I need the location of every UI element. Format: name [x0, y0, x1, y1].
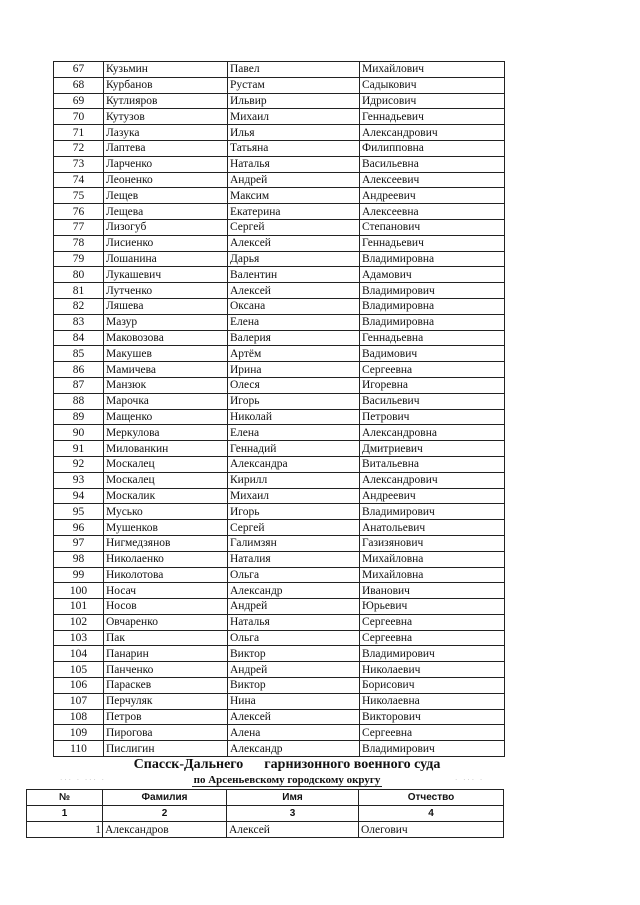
header-index-row [27, 806, 504, 822]
row-number: 67 [54, 62, 104, 78]
row-patronymic: Михайловна [360, 551, 505, 567]
row-number: 80 [54, 267, 104, 283]
row-patronymic: Андреевич [360, 188, 505, 204]
row-name: Михаил [228, 109, 360, 125]
table-row [54, 77, 505, 93]
row-surname: Мащенко [104, 409, 228, 425]
row-patronymic: Владимирович [360, 283, 505, 299]
row-patronymic: Геннадьевич [360, 109, 505, 125]
table-row [54, 377, 505, 393]
row-name: Олеся [228, 377, 360, 393]
table-row [54, 204, 505, 220]
jurors-list-table [53, 61, 505, 757]
row-surname: Носач [104, 583, 228, 599]
row-number: 69 [54, 93, 104, 109]
row-surname: Панченко [104, 662, 228, 678]
row-name: Илья [228, 125, 360, 141]
row-name: Павел [228, 62, 360, 78]
table-row [54, 425, 505, 441]
row-name: Наталья [228, 614, 360, 630]
row-surname: Ларченко [104, 156, 228, 172]
row-name: Николай [228, 409, 360, 425]
row-name: Виктор [228, 646, 360, 662]
row-surname: Петров [104, 709, 228, 725]
row-name: Артём [228, 346, 360, 362]
header-surname: Фамилия [103, 790, 227, 806]
table-row [54, 409, 505, 425]
table-row [54, 235, 505, 251]
row-patronymic: Газизянович [360, 535, 505, 551]
row-number: 109 [54, 725, 104, 741]
table-row [54, 188, 505, 204]
row-patronymic: Анатольевич [360, 520, 505, 536]
row-patronymic: Вадимович [360, 346, 505, 362]
row-patronymic: Сергеевна [360, 630, 505, 646]
row-name: Александр [228, 741, 360, 757]
row-surname: Леоненко [104, 172, 228, 188]
row-number: 87 [54, 377, 104, 393]
row-surname: Лисиенко [104, 235, 228, 251]
row-name: Андрей [228, 172, 360, 188]
row-surname: Овчаренко [104, 614, 228, 630]
row-patronymic: Садыкович [360, 77, 505, 93]
row-surname: Курбанов [104, 77, 228, 93]
row-patronymic: Сергеевна [360, 725, 505, 741]
row-number: 86 [54, 362, 104, 378]
row-name: Геннадий [228, 441, 360, 457]
table-row [54, 140, 505, 156]
row-patronymic: Андреевич [360, 488, 505, 504]
section-title: Спасск-Дальнего гарнизонного военного суда [133, 757, 441, 772]
row-number: 75 [54, 188, 104, 204]
table-row [54, 567, 505, 583]
row-patronymic: Владимирович [360, 741, 505, 757]
row-patronymic: Дмитриевич [360, 441, 505, 457]
row-number: 92 [54, 456, 104, 472]
table-row [54, 330, 505, 346]
table-row [54, 298, 505, 314]
row-number: 90 [54, 425, 104, 441]
row-surname: Нигмедзянов [104, 535, 228, 551]
row-patronymic: Владимирович [360, 646, 505, 662]
row-surname: Лошанина [104, 251, 228, 267]
scan-noise-right: · ··· · [455, 776, 485, 784]
row-number: 70 [54, 109, 104, 125]
row-surname: Кутузов [104, 109, 228, 125]
row-name: Игорь [228, 393, 360, 409]
row-surname: Москалец [104, 456, 228, 472]
table-row [54, 251, 505, 267]
row-name: Андрей [228, 599, 360, 615]
row-surname: Ляшева [104, 298, 228, 314]
row-patronymic: Владимировна [360, 314, 505, 330]
table-row [54, 219, 505, 235]
row-name: Валерия [228, 330, 360, 346]
table-row [54, 709, 505, 725]
table-row [54, 725, 505, 741]
table-row [54, 551, 505, 567]
row-surname: Мазур [104, 314, 228, 330]
row-number: 89 [54, 409, 104, 425]
row-number: 110 [54, 741, 104, 757]
row-number: 76 [54, 204, 104, 220]
row-patronymic: Михайлович [360, 62, 505, 78]
row-number: 73 [54, 156, 104, 172]
row-number: 107 [54, 693, 104, 709]
row-surname: Милованкин [104, 441, 228, 457]
row-name: Алексей [228, 283, 360, 299]
row-surname: Николаенко [104, 551, 228, 567]
row-patronymic: Иванович [360, 583, 505, 599]
row-number: 91 [54, 441, 104, 457]
row-name: Виктор [228, 678, 360, 694]
row-surname: Лещев [104, 188, 228, 204]
header-index-3: 3 [227, 806, 359, 822]
row-name: Алексей [228, 709, 360, 725]
table-row [54, 693, 505, 709]
row-patronymic: Геннадьевич [360, 235, 505, 251]
row-name: Кирилл [228, 472, 360, 488]
row-name: Ирина [228, 362, 360, 378]
table-row [54, 156, 505, 172]
row-name: Алена [228, 725, 360, 741]
row-surname: Манзюк [104, 377, 228, 393]
row-surname: Москалец [104, 472, 228, 488]
row-patronymic: Владимировна [360, 298, 505, 314]
row-number: 94 [54, 488, 104, 504]
row-surname: Носов [104, 599, 228, 615]
header-index-1: 1 [27, 806, 103, 822]
row-name: Елена [228, 314, 360, 330]
table-row [54, 362, 505, 378]
table-row [54, 662, 505, 678]
table-row [54, 172, 505, 188]
row-name: Михаил [228, 488, 360, 504]
row-patronymic: Васильевна [360, 156, 505, 172]
row-surname: Макушев [104, 346, 228, 362]
row-number: 79 [54, 251, 104, 267]
row-surname: Маковозова [104, 330, 228, 346]
row-surname: Пислигин [104, 741, 228, 757]
header-number: № [27, 790, 103, 806]
row-number: 88 [54, 393, 104, 409]
row-patronymic: Степанович [360, 219, 505, 235]
row-surname: Мусько [104, 504, 228, 520]
row-number: 68 [54, 77, 104, 93]
table-row [54, 599, 505, 615]
row-name: Александра [228, 456, 360, 472]
row-name: Валентин [228, 267, 360, 283]
row-patronymic: Алексеевна [360, 204, 505, 220]
row-name: Рустам [228, 77, 360, 93]
table-row [54, 646, 505, 662]
row-number: 99 [54, 567, 104, 583]
row-number: 78 [54, 235, 104, 251]
row-name: Сергей [228, 219, 360, 235]
scan-noise-left: ··· · ··· · [60, 776, 106, 784]
row-patronymic: Борисович [360, 678, 505, 694]
row-surname: Панарин [104, 646, 228, 662]
row-number: 82 [54, 298, 104, 314]
row-name: Андрей [228, 662, 360, 678]
row-name: Нина [228, 693, 360, 709]
row-patronymic: Петрович [360, 409, 505, 425]
row-patronymic: Александровна [360, 425, 505, 441]
header-index-2: 2 [103, 806, 227, 822]
row-name: Игорь [228, 504, 360, 520]
new-list-table [26, 789, 504, 838]
table-row [54, 520, 505, 536]
row-surname: Перчуляк [104, 693, 228, 709]
row-surname: Пирогова [104, 725, 228, 741]
table-row [54, 314, 505, 330]
row-surname: Кутлияров [104, 93, 228, 109]
row-name: Оксана [228, 298, 360, 314]
row-number: 98 [54, 551, 104, 567]
row-number: 108 [54, 709, 104, 725]
row-patronymic: Александрович [360, 125, 505, 141]
row-number: 77 [54, 219, 104, 235]
row-number: 97 [54, 535, 104, 551]
header-index-4: 4 [359, 806, 504, 822]
row-number: 1 [27, 822, 103, 838]
row-patronymic: Алексеевич [360, 172, 505, 188]
table-row [27, 822, 504, 838]
row-patronymic: Олегович [359, 822, 504, 838]
table-row [54, 504, 505, 520]
table-row [54, 93, 505, 109]
row-patronymic: Сергеевна [360, 614, 505, 630]
row-patronymic: Витальевна [360, 456, 505, 472]
row-surname: Москалик [104, 488, 228, 504]
header-name: Имя [227, 790, 359, 806]
row-patronymic: Филипповна [360, 140, 505, 156]
table-row [54, 346, 505, 362]
row-surname: Марочка [104, 393, 228, 409]
table-row [54, 614, 505, 630]
row-patronymic: Геннадьевна [360, 330, 505, 346]
row-number: 103 [54, 630, 104, 646]
row-name: Ильвир [228, 93, 360, 109]
table-row [54, 441, 505, 457]
table-row [54, 283, 505, 299]
row-surname: Лукашевич [104, 267, 228, 283]
row-patronymic: Владимирович [360, 504, 505, 520]
row-number: 95 [54, 504, 104, 520]
row-name: Татьяна [228, 140, 360, 156]
table-row [54, 456, 505, 472]
table-row [54, 125, 505, 141]
row-number: 101 [54, 599, 104, 615]
table-row [54, 472, 505, 488]
row-surname: Параскев [104, 678, 228, 694]
row-number: 84 [54, 330, 104, 346]
row-patronymic: Николаевна [360, 693, 505, 709]
row-name: Елена [228, 425, 360, 441]
row-number: 96 [54, 520, 104, 536]
section-subtitle [53, 773, 521, 787]
table-row [54, 678, 505, 694]
header-row [27, 790, 504, 806]
row-name: Максим [228, 188, 360, 204]
row-number: 74 [54, 172, 104, 188]
row-surname: Николотова [104, 567, 228, 583]
row-name: Екатерина [228, 204, 360, 220]
table-row [54, 267, 505, 283]
row-surname: Мамичева [104, 362, 228, 378]
row-name: Александр [228, 583, 360, 599]
row-patronymic: Михайловна [360, 567, 505, 583]
row-number: 106 [54, 678, 104, 694]
row-surname: Пак [104, 630, 228, 646]
row-name: Ольга [228, 630, 360, 646]
table-row [54, 583, 505, 599]
row-patronymic: Викторович [360, 709, 505, 725]
row-name: Галимзян [228, 535, 360, 551]
row-name: Наталия [228, 551, 360, 567]
row-patronymic: Николаевич [360, 662, 505, 678]
row-number: 85 [54, 346, 104, 362]
row-surname: Александров [103, 822, 227, 838]
table-row [54, 535, 505, 551]
row-number: 81 [54, 283, 104, 299]
row-patronymic: Игоревна [360, 377, 505, 393]
header-patronymic: Отчество [359, 790, 504, 806]
table-row [54, 630, 505, 646]
row-number: 83 [54, 314, 104, 330]
row-number: 105 [54, 662, 104, 678]
row-patronymic: Адамович [360, 267, 505, 283]
row-number: 104 [54, 646, 104, 662]
row-patronymic: Васильевич [360, 393, 505, 409]
row-number: 93 [54, 472, 104, 488]
row-surname: Кузьмин [104, 62, 228, 78]
jurors-list-body [54, 62, 505, 757]
table-row [54, 488, 505, 504]
row-number: 102 [54, 614, 104, 630]
row-number: 100 [54, 583, 104, 599]
row-surname: Лизогуб [104, 219, 228, 235]
row-number: 71 [54, 125, 104, 141]
table-row [54, 109, 505, 125]
row-patronymic: Владимировна [360, 251, 505, 267]
row-patronymic: Сергеевна [360, 362, 505, 378]
row-number: 72 [54, 140, 104, 156]
row-surname: Лаптева [104, 140, 228, 156]
table-row [54, 62, 505, 78]
row-name: Алексей [228, 235, 360, 251]
row-patronymic: Идрисович [360, 93, 505, 109]
row-patronymic: Юрьевич [360, 599, 505, 615]
row-surname: Меркулова [104, 425, 228, 441]
row-name: Наталья [228, 156, 360, 172]
row-name: Сергей [228, 520, 360, 536]
row-surname: Лещева [104, 204, 228, 220]
section-subtitle-text: по Арсеньевскому городскому округу [193, 774, 381, 786]
row-name: Алексей [227, 822, 359, 838]
table-row [54, 393, 505, 409]
row-patronymic: Александрович [360, 472, 505, 488]
row-name: Ольга [228, 567, 360, 583]
row-surname: Мушенков [104, 520, 228, 536]
row-surname: Лазука [104, 125, 228, 141]
row-surname: Лутченко [104, 283, 228, 299]
table-row [54, 741, 505, 757]
row-name: Дарья [228, 251, 360, 267]
